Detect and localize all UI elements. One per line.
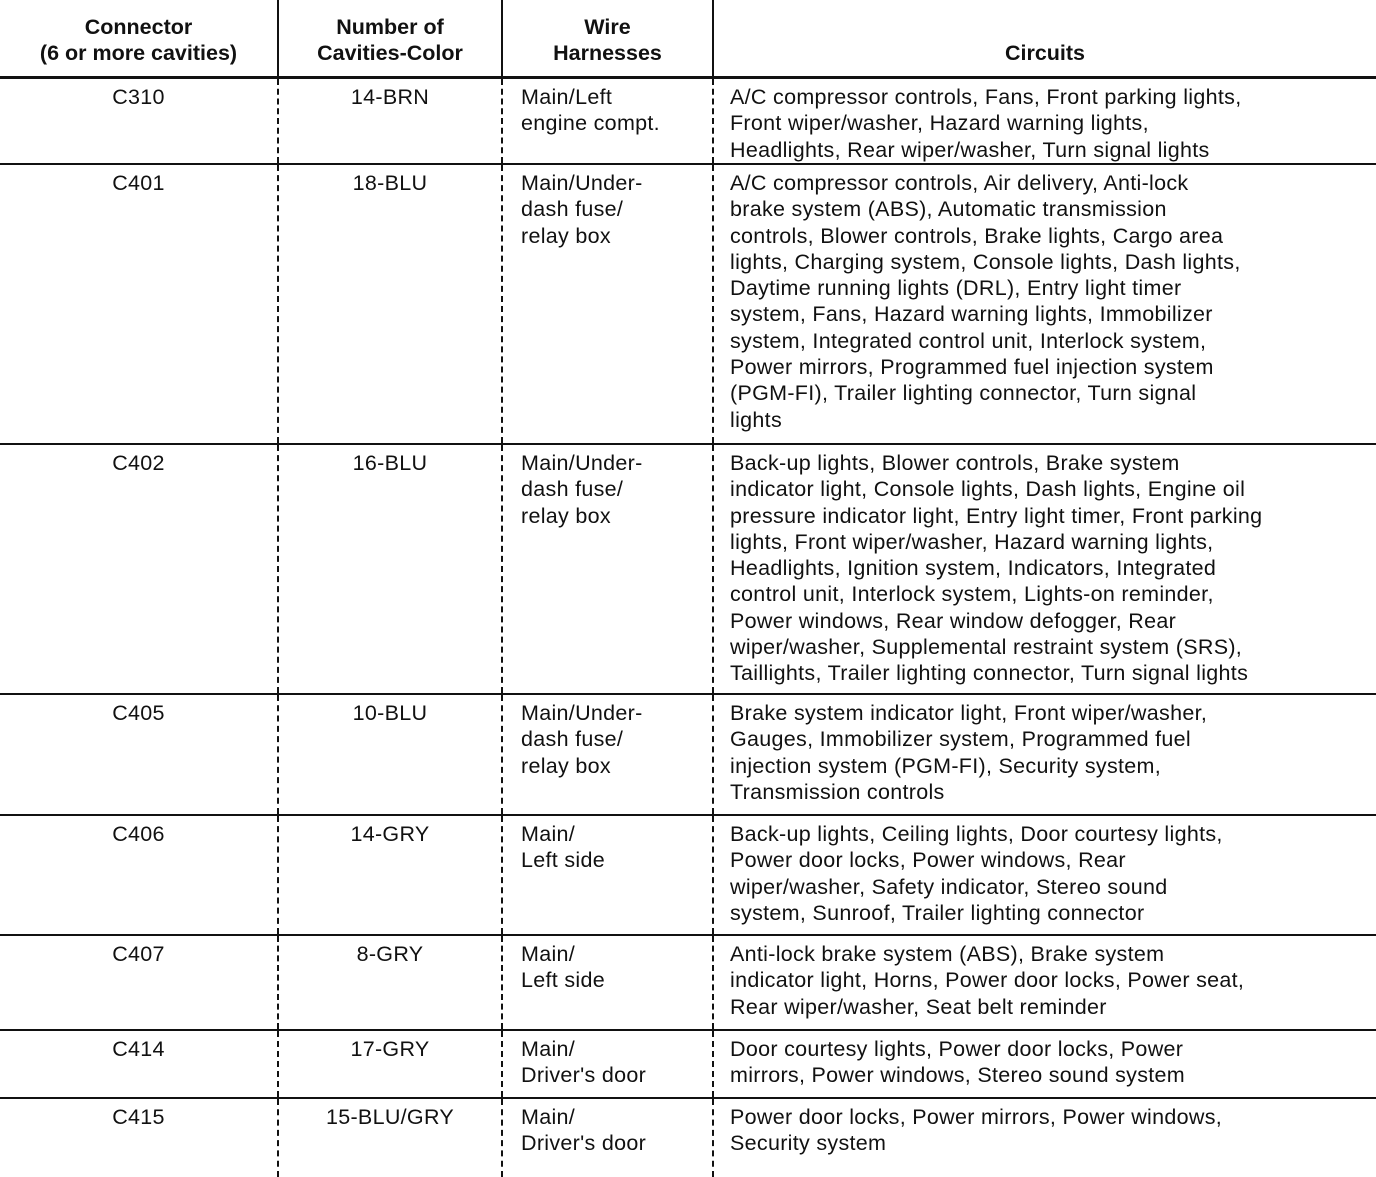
connector-cell: C405 xyxy=(0,694,278,815)
harnesses-cell: Main/ Driver's door xyxy=(502,1098,713,1177)
connector-cell: C401 xyxy=(0,164,278,444)
cavities-cell: 8-GRY xyxy=(278,935,502,1030)
harnesses-cell: Main/Under- dash fuse/ relay box xyxy=(502,444,713,694)
cavities-cell: 18-BLU xyxy=(278,164,502,444)
connector-cell: C310 xyxy=(0,78,278,165)
connector-cell: C415 xyxy=(112,1105,165,1129)
cavities-cell: 14-BRN xyxy=(278,78,502,165)
cavities-cell: 10-BLU xyxy=(278,694,502,815)
header-cavities: Number of Cavities-Color xyxy=(278,0,502,78)
header-connector: Connector (6 or more cavities) xyxy=(0,0,278,78)
table-row xyxy=(0,444,1376,694)
harnesses-cell: Main/Under- dash fuse/ relay box xyxy=(502,694,713,815)
header-harnesses: Wire Harnesses xyxy=(502,0,713,78)
connector-cell: C406 xyxy=(0,815,278,935)
circuits-cell: Back-up lights, Ceiling lights, Door courtesy lights, Power door locks, Power windows, Rear wiper/washer, Safety indicator, Stereo sound system, Sunroof, Trailer lighting connector xyxy=(713,815,1376,935)
table-row xyxy=(0,78,1376,165)
cavities-cell: 17-GRY xyxy=(278,1030,502,1098)
connector-cell: C402 xyxy=(0,444,278,694)
table-row xyxy=(0,1098,1376,1177)
circuits-cell: A/C compressor controls, Air delivery, Anti-lock brake system (ABS), Automatic transmission controls, Blower controls, Brake lights, Cargo area lights, Charging system, Console lights, Dash lights, Daytime running lights (DRL), Entry light timer system, Fans, Hazard warning lights, Immobilizer system, Integrated control unit, Interlock system, Power mirrors, Programmed fuel injection system (PGM-FI), Trailer lighting connector, Turn signal lights xyxy=(713,164,1376,444)
table-row xyxy=(0,164,1376,444)
table-row xyxy=(0,935,1376,1030)
circuits-cell: Power door locks, Power mirrors, Power windows, Security system xyxy=(713,1098,1376,1177)
table-row xyxy=(0,694,1376,815)
harnesses-cell: Main/ Left side xyxy=(502,815,713,935)
circuits-cell: A/C compressor controls, Fans, Front parking lights, Front wiper/washer, Hazard warning lights, Headlights, Rear wiper/washer, Turn signal lights xyxy=(713,78,1376,165)
circuits-cell: Door courtesy lights, Power door locks, Power mirrors, Power windows, Stereo sound system xyxy=(713,1030,1376,1098)
connector-cell: C407 xyxy=(0,935,278,1030)
harnesses-cell: Main/Left engine compt. xyxy=(502,78,713,165)
table-row xyxy=(0,815,1376,935)
header-row xyxy=(0,0,1376,78)
circuits-cell: Back-up lights, Blower controls, Brake system indicator light, Console lights, Dash lights, Engine oil pressure indicator light, Entry light timer, Front parking lights, Front wiper/washer, Hazard warning lights, Headlights, Ignition system, Indicators, Integrated control unit, Interlock system, Lights-on reminder, Power windows, Rear window defogger, Rear wiper/washer, Supplemental restraint system (SRS), Taillights, Trailer lighting connector, Turn signal lights xyxy=(713,444,1376,694)
connector-cell: C414 xyxy=(0,1030,278,1098)
harnesses-cell: Main/ Left side xyxy=(502,935,713,1030)
table-row xyxy=(0,1030,1376,1098)
harnesses-cell: Main/Under- dash fuse/ relay box xyxy=(502,164,713,444)
header-circuits: Circuits xyxy=(713,0,1376,78)
harnesses-cell: Main/ Driver's door xyxy=(502,1030,713,1098)
circuits-cell: Anti-lock brake system (ABS), Brake system indicator light, Horns, Power door locks, Power seat, Rear wiper/washer, Seat belt reminder xyxy=(713,935,1376,1030)
circuits-cell: Brake system indicator light, Front wiper/washer, Gauges, Immobilizer system, Programmed fuel injection system (PGM-FI), Security system, Transmission controls xyxy=(713,694,1376,815)
cavities-cell: 16-BLU xyxy=(278,444,502,694)
cavities-cell: 14-GRY xyxy=(278,815,502,935)
cavities-cell: 15-BLU/GRY xyxy=(278,1098,502,1177)
